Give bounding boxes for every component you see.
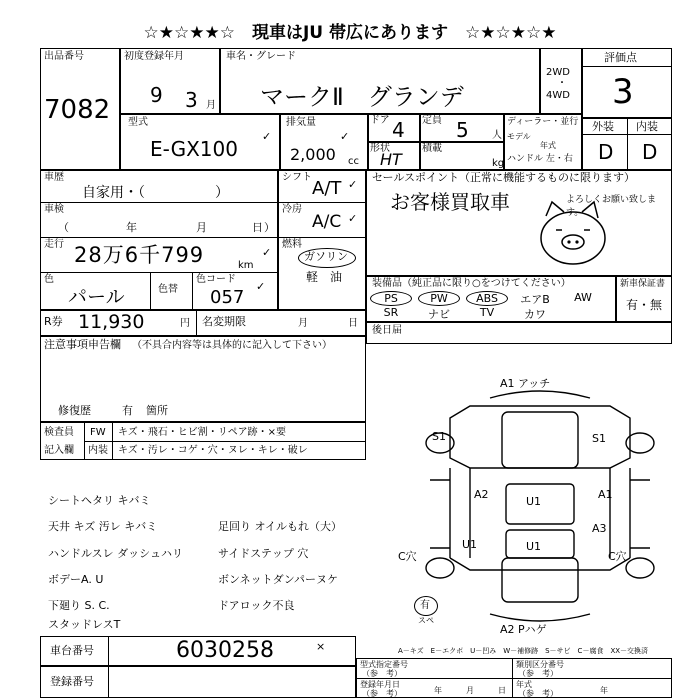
diagram-mark-c-right: C穴 — [608, 550, 627, 563]
recycle-label: R券 — [44, 315, 63, 328]
notes-sub: （不具合内容等は具体的に記入して下さい） — [132, 340, 332, 351]
capacity-value: 5 — [456, 118, 469, 142]
spare-sub: スペ — [418, 616, 434, 625]
color-label: 色 — [44, 274, 54, 285]
displacement-mark: ✓ — [340, 130, 350, 143]
body-type-label: 形状 — [370, 143, 390, 154]
remark-8: サイドステップ 穴 — [218, 547, 309, 560]
bottom-nen2: 年 — [600, 686, 608, 695]
recycle-month: 月 — [298, 318, 308, 329]
exterior-grade: D — [598, 140, 614, 164]
car-diagram — [410, 388, 670, 628]
diagram-mark-a3: A3 — [592, 522, 607, 535]
inspection-year: 年 — [126, 221, 137, 234]
color-change-label: 色替 — [158, 284, 178, 295]
lot-label: 出品番号 — [44, 51, 84, 62]
line-shift — [278, 202, 366, 203]
diagram-top-note: A1 アッチ — [500, 377, 551, 390]
remark-6: スタッドレスT — [48, 618, 121, 631]
model-label: 型式 — [128, 117, 148, 128]
recycle-unit: 円 — [180, 318, 190, 329]
color-value: パール — [68, 286, 125, 308]
repair-value: 有 — [122, 404, 133, 417]
body-type-value: HT — [380, 150, 402, 169]
exterior-label: 外装 — [592, 120, 614, 133]
sales-point-main: お客様買取車 — [390, 190, 510, 214]
spare-value: 有 — [420, 600, 430, 611]
after-fit-box — [366, 322, 672, 344]
diagram-mark-u1-bot: U1 — [526, 540, 542, 553]
fuel-gasoline: ガソリン — [304, 250, 348, 263]
inspector-in-label: 内装 — [88, 445, 108, 456]
bottom-class-sub: （参 考） — [518, 669, 558, 678]
diagram-bottom-note: A2 Pハゲ — [500, 623, 547, 636]
sales-point-label: セールスポイント（正常に機能するものに限ります） — [372, 171, 636, 184]
bottom-nen: 年 — [434, 686, 442, 695]
load-label: 積載 — [422, 143, 442, 154]
rating-value: 3 — [612, 72, 634, 112]
mileage-value: 28万6千799 — [74, 243, 205, 267]
lot-number: 7082 — [44, 95, 111, 125]
equipment-item-row2-2: TV — [479, 306, 495, 319]
bottom-table-mid — [356, 678, 672, 679]
chassis-value: 6030258 — [176, 638, 274, 663]
inspector-fw-items: キズ・飛石・ヒビ割・リペア跡・×要 — [118, 427, 286, 438]
chassis-mark: × — [316, 640, 326, 653]
notes-label: 注意事項申告欄 — [44, 338, 121, 351]
inspector-label-1: 検査員 — [44, 427, 74, 438]
equipment-item-row1-1: PW — [418, 291, 460, 306]
registration-month: 3 — [185, 88, 198, 112]
shift-label: シフト — [282, 172, 312, 183]
chassis-label: 車台番号 — [50, 644, 94, 657]
model-value: E-GX100 — [150, 137, 238, 161]
warranty-value: 有・無 — [626, 298, 663, 312]
car-name-value: マークⅡ グランデ — [260, 83, 464, 111]
dealer-handle: ハンドル 左・右 — [507, 154, 573, 164]
dealer-year: 年式 — [540, 141, 556, 150]
equipment-item-row1-4: AW — [574, 291, 592, 304]
equipment-item-row1-3: エアB — [520, 293, 550, 306]
bottom-year-sub: （参 考） — [518, 689, 558, 698]
diagram-mark-a2: A2 — [474, 488, 489, 501]
color-code: 057 — [210, 287, 245, 308]
remark-7: 足回り オイルもれ（大） — [218, 520, 342, 533]
drive-4wd: 4WD — [546, 90, 570, 101]
bottom-class-label: 類別区分番号 — [516, 660, 564, 669]
inspector-label-2: 記入欄 — [44, 445, 74, 456]
diagram-mark-s1-right: S1 — [592, 432, 606, 445]
capacity-unit: 人 — [492, 130, 502, 141]
bottom-hi: 日 — [498, 686, 506, 695]
equipment-item-row1-2: ABS — [466, 291, 508, 306]
history-value: 自家用・（ ） — [82, 185, 229, 201]
inspector-in-items: キズ・汚レ・コゲ・穴・ヌレ・キレ・破レ — [118, 445, 308, 456]
inspection-month: 月 — [196, 221, 207, 234]
model-mark: ✓ — [262, 130, 272, 143]
dealer-model: モデル — [507, 132, 531, 141]
bottom-row2-sub: （参 考） — [362, 689, 402, 698]
line-inspection — [40, 237, 278, 238]
history-label: 車歴 — [44, 172, 64, 183]
recycle-split — [196, 310, 197, 336]
bottom-table-split — [512, 658, 513, 698]
shift-value: A/T — [312, 178, 342, 199]
line-mileage — [40, 272, 278, 273]
bottom-row2-label: 登録年月日 — [360, 680, 400, 689]
pig-face-icon — [536, 200, 610, 268]
diagram-mark-a1: A1 — [598, 488, 613, 501]
interior-grade: D — [642, 140, 658, 164]
remark-2: 天井 キズ 汚レ キバミ — [48, 520, 158, 533]
ac-mark: ✓ — [348, 212, 358, 225]
remark-4: ボデーA. U — [48, 573, 104, 586]
registration-year: 9 — [150, 83, 163, 107]
inspection-paren-close: ） — [264, 221, 275, 234]
load-unit: kg — [492, 158, 505, 169]
inspection-paren-open: （ — [58, 221, 69, 234]
equipment-label: 装備品（純正品に限り○をつけてください） — [372, 278, 571, 289]
recycle-day: 日 — [348, 318, 358, 329]
header-banner: ☆★☆★★☆ 現車はJU 帯広にあります ☆★☆★☆★ — [143, 23, 557, 43]
bottom-row1-sub: （参 考） — [362, 669, 402, 678]
diagram-legend: A－キズ E－エクボ U－凹み W－補修跡 S－サビ C－腐食 XX－交換済 — [398, 647, 649, 655]
recycle-value: 11,930 — [78, 311, 145, 333]
remark-1: シートヘタリ キバミ — [48, 494, 151, 507]
mileage-mark: ✓ — [262, 246, 272, 259]
remark-5: 下廻り S. C. — [48, 599, 110, 612]
remark-9: ボンネットダンパーヌケ — [218, 573, 339, 586]
equipment-item-row2-0: SR — [383, 306, 399, 319]
reg-number-label: 登録番号 — [50, 675, 94, 688]
after-fit-label: 後日届 — [372, 325, 402, 336]
warranty-label: 新車保証書 — [620, 279, 666, 289]
inspection-label: 車検 — [44, 204, 64, 215]
color-code-label: 色コード — [196, 274, 236, 285]
mileage-unit: km — [238, 260, 254, 271]
registration-month-unit: 月 — [206, 100, 216, 111]
sales-point-note: よろしくお願い致します。 — [566, 195, 657, 218]
line-ac — [278, 237, 366, 238]
equipment-item-row1-0: PS — [370, 291, 412, 306]
fuel-diesel: 軽 油 — [306, 270, 343, 284]
dealer-label: ディーラー・並行 — [507, 117, 579, 127]
repair-label: 修復歴 — [58, 404, 91, 417]
inspection-day: 日 — [252, 221, 263, 234]
rating-divider — [582, 66, 672, 67]
displacement-unit: cc — [348, 156, 359, 167]
grades-header-line — [582, 134, 672, 135]
bottom-year-label: 年式 — [516, 680, 532, 689]
inspector-mid — [84, 441, 366, 442]
car-name-label: 車名・グレード — [226, 51, 296, 62]
recycle-term-label: 名変期限 — [202, 315, 246, 328]
ac-label: 冷房 — [282, 204, 302, 215]
diagram-mark-u1-mid: U1 — [462, 538, 478, 551]
displacement-value: 2,000 — [290, 145, 336, 164]
ac-value: A/C — [312, 212, 342, 232]
displacement-label: 排気量 — [286, 117, 316, 128]
color-split — [150, 272, 151, 310]
diagram-mark-s1-left: S1 — [432, 430, 446, 443]
diagram-mark-c-left: C穴 — [398, 550, 417, 563]
equipment-item-row2-3: カワ — [524, 308, 546, 321]
fuel-label: 燃料 — [282, 239, 302, 250]
diagram-mark-u1-top: U1 — [526, 495, 542, 508]
capacity-label: 定員 — [422, 115, 442, 126]
color-code-split — [192, 272, 193, 310]
repair-place: 箇所 — [146, 404, 168, 417]
grades-mid-line — [627, 118, 628, 170]
bottom-row1-label: 型式指定番号 — [360, 660, 408, 669]
interior-label: 内装 — [636, 120, 658, 133]
remark-10: ドアロック不良 — [218, 599, 295, 612]
line-history — [40, 202, 278, 203]
drive-dot: ・ — [557, 78, 567, 89]
mileage-label: 走行 — [44, 239, 64, 250]
bottom-tsuki: 月 — [466, 686, 474, 695]
doors-label: ドア — [370, 115, 390, 126]
doors-value: 4 — [392, 118, 405, 142]
color-mark: ✓ — [256, 280, 266, 293]
equipment-item-row2-1: ナビ — [428, 308, 450, 321]
shift-mark: ✓ — [348, 178, 358, 191]
remark-3: ハンドルスレ ダッシュハリ — [48, 547, 183, 560]
drive-2wd: 2WD — [546, 67, 570, 78]
registration-label: 初度登録年月 — [124, 51, 184, 62]
inspector-fw-label: FW — [90, 427, 106, 438]
rating-label: 評価点 — [604, 51, 637, 64]
